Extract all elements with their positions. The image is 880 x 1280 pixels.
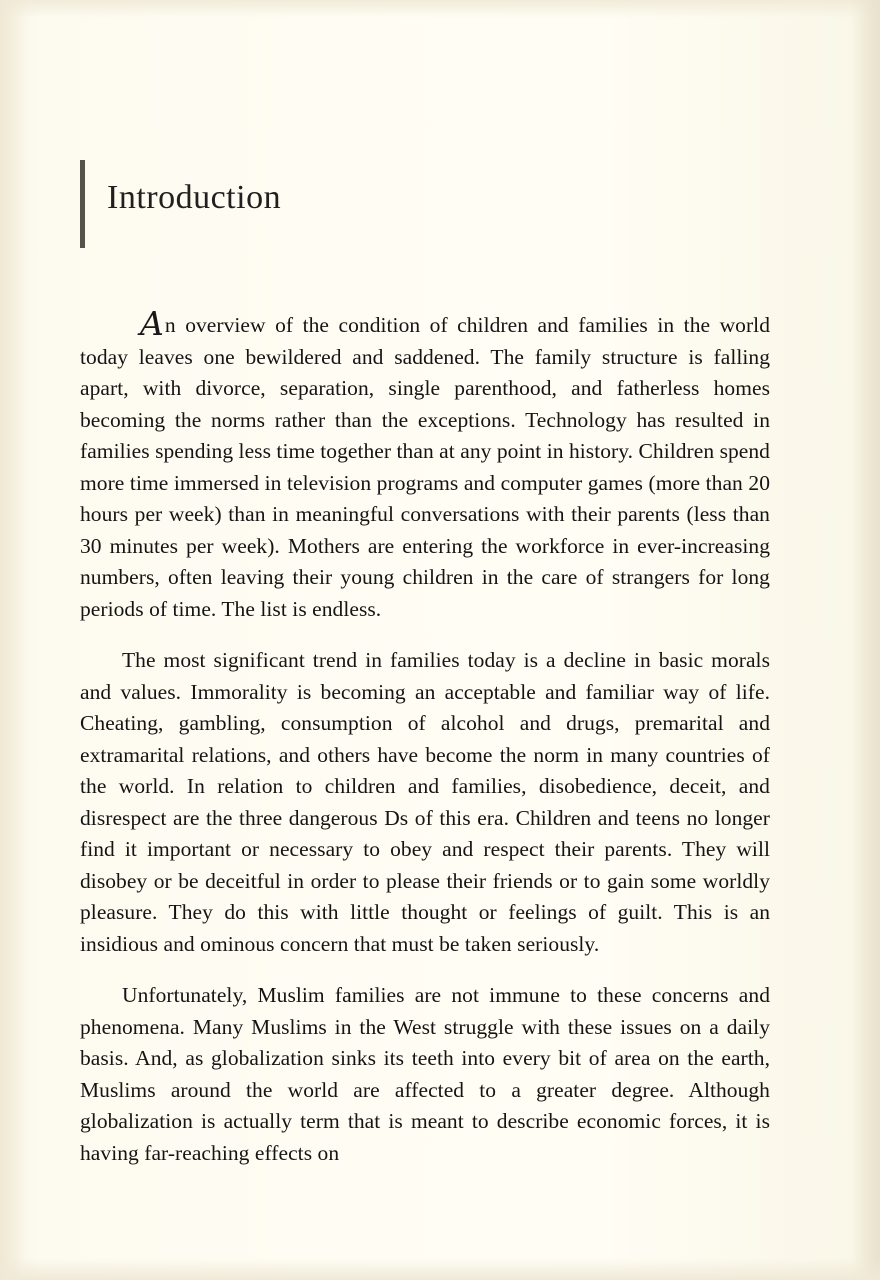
heading-vertical-rule xyxy=(80,160,85,248)
page-content xyxy=(80,160,770,1189)
drop-cap-letter: A xyxy=(140,304,164,343)
paragraph-1-text: n overview of the condition of children and families in the world today leaves one bewildered and saddened. The family structure is falling apart, with divorce, separation, single parenthood, and fatherless homes becoming the norms rather than the exceptions. Technology has resulted in families spending less time together than at any point in history. Children spend more time immersed in television programs and computer games (more than 20 hours per week) than in meaningful conversations with their parents (less than 30 minutes per week). Mothers are entering the workforce in ever-increasing numbers, often leaving their young children in the care of strangers for long periods of time. The list is endless. xyxy=(80,313,770,621)
page-edge-shadow-top xyxy=(0,0,880,18)
page-edge-shadow-right xyxy=(850,0,880,1280)
page-edge-shadow-bottom xyxy=(0,1258,880,1280)
paragraph-3: Unfortunately, Muslim families are not immune to these concerns and phenomena. Many Muslims in the West struggle with these issues on a daily basis. And, as globalization sinks its teeth into every bit of area on the earth, Muslims around the world are affected to a greater degree. Although globalization is actually term that is meant to describe economic forces, it is having far-reaching effects on xyxy=(80,983,770,1165)
chapter-title: Introduction xyxy=(107,179,282,216)
page-edge-shadow-left xyxy=(0,0,26,1280)
chapter-heading xyxy=(80,160,770,248)
paragraph-1 xyxy=(80,306,770,625)
paragraph-2: The most significant trend in families today is a decline in basic morals and values. Immorality is becoming an acceptable and familiar way of life. Cheating, gambling, consumption of alcohol and drugs, premarital and extramarital relations, and others have become the norm in many countries of the world. In relation to children and families, disobedience, deceit, and disrespect are the three dangerous Ds of this era. Children and teens no longer find it important or necessary to obey and respect their parents. They will disobey or be deceitful in order to please their friends or to gain some worldly pleasure. They do this with little thought or feelings of guilt. This is an insidious and ominous concern that must be taken seriously. xyxy=(80,648,770,956)
